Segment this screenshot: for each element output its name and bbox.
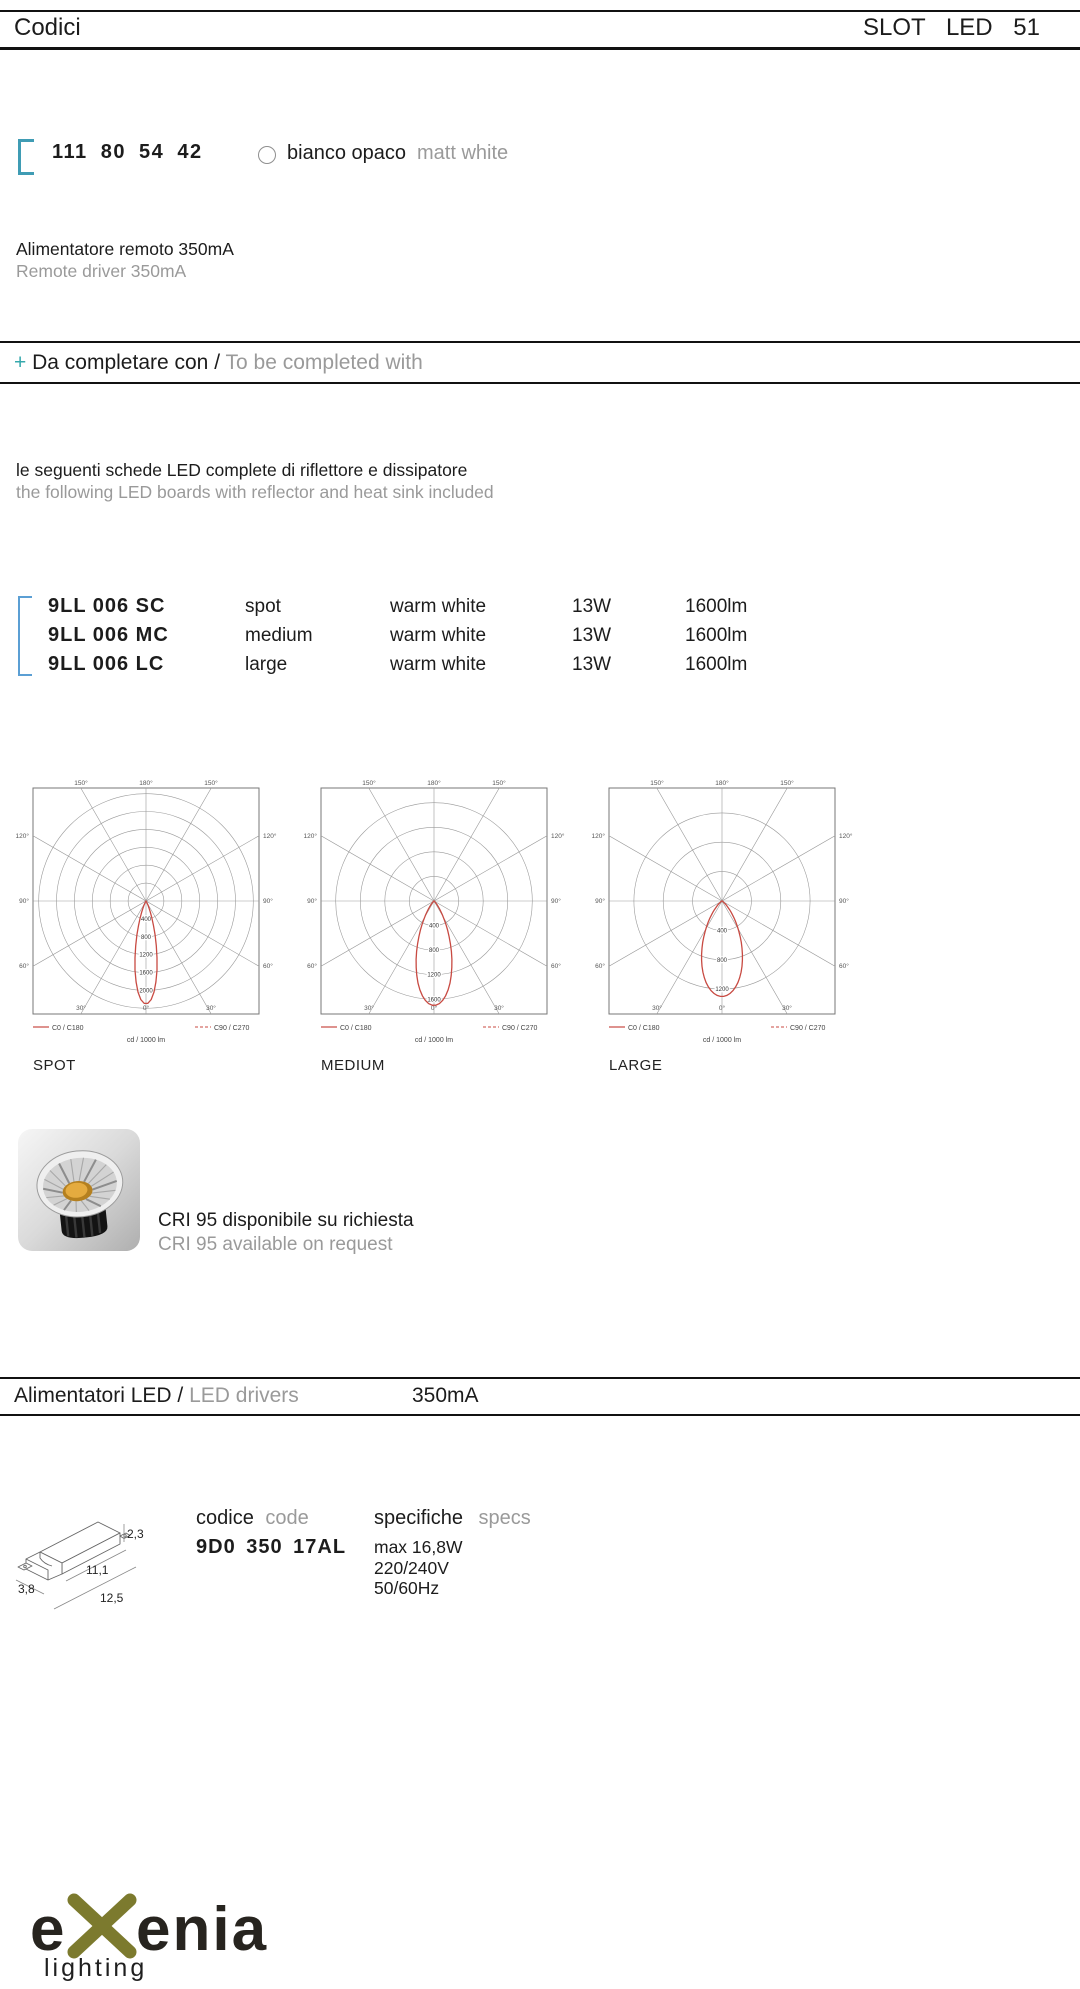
driver-note-en: Remote driver 350mA <box>16 261 187 281</box>
photometric-chart-large <box>581 776 861 1074</box>
svg-text:120°: 120° <box>551 833 565 840</box>
svg-text:60°: 60° <box>307 963 317 970</box>
svg-text:90°: 90° <box>307 898 317 905</box>
svg-text:90°: 90° <box>551 898 561 905</box>
dim-width-label: 3,8 <box>18 1582 35 1596</box>
svg-text:400: 400 <box>140 916 152 923</box>
cri-note <box>158 1209 414 1257</box>
svg-text:C90 / C270: C90 / C270 <box>214 1025 250 1032</box>
specs-label-en: specs <box>478 1507 531 1529</box>
section1-title-it: Da completare con <box>32 351 209 374</box>
svg-text:800: 800 <box>716 957 728 964</box>
svg-text:1200: 1200 <box>139 952 153 959</box>
chart-title: SPOT <box>33 1057 76 1074</box>
svg-text:60°: 60° <box>551 963 561 970</box>
svg-text:400: 400 <box>716 928 728 935</box>
board-power: 13W <box>572 653 612 675</box>
svg-text:0°: 0° <box>718 1005 726 1012</box>
svg-text:150°: 150° <box>650 780 664 787</box>
section1-separator: / <box>214 351 221 374</box>
finish-name-it: bianco opaco <box>287 142 406 164</box>
svg-text:cd / 1000 lm: cd / 1000 lm <box>414 1037 454 1044</box>
svg-text:120°: 120° <box>303 833 317 840</box>
svg-text:180°: 180° <box>139 780 153 787</box>
driver-note-it: Alimentatore remoto 350mA <box>16 239 234 259</box>
svg-text:120°: 120° <box>839 833 853 840</box>
product-code: 111 80 54 42 <box>52 141 203 163</box>
chart-title: LARGE <box>609 1057 663 1074</box>
svg-text:30°: 30° <box>364 1005 374 1012</box>
svg-text:90°: 90° <box>839 898 849 905</box>
finish-name-en: matt white <box>417 142 509 164</box>
svg-text:60°: 60° <box>839 963 849 970</box>
driver-code: 9D0 350 17AL <box>196 1536 347 1558</box>
section1-title-en: To be completed with <box>225 351 423 374</box>
svg-text:150°: 150° <box>492 780 506 787</box>
svg-text:180°: 180° <box>427 780 441 787</box>
svg-text:150°: 150° <box>362 780 376 787</box>
spec-frequency: 50/60Hz <box>374 1578 440 1598</box>
board-code: 9LL 006 MC <box>48 624 169 646</box>
brand-logo <box>30 1884 330 1984</box>
board-power: 13W <box>572 624 612 646</box>
svg-text:30°: 30° <box>494 1005 504 1012</box>
svg-text:0°: 0° <box>430 1005 438 1012</box>
svg-text:60°: 60° <box>595 963 605 970</box>
header-bottom-rule <box>0 47 1080 50</box>
tech-name: LED <box>945 14 993 41</box>
board-beam: large <box>245 653 288 675</box>
svg-text:180°: 180° <box>715 780 729 787</box>
svg-text:90°: 90° <box>595 898 605 905</box>
page-number: 51 <box>1013 14 1040 41</box>
spec-voltage: 220/240V <box>374 1557 449 1578</box>
svg-text:120°: 120° <box>15 833 29 840</box>
svg-text:C90 / C270: C90 / C270 <box>790 1025 826 1032</box>
polar-diagram-medium <box>293 776 573 1048</box>
boards-note <box>16 459 494 503</box>
board-beam: spot <box>245 595 281 617</box>
cri-note-it: CRI 95 disponibile su richiesta <box>158 1210 414 1231</box>
header-product-ref <box>863 14 1040 42</box>
board-code: 9LL 006 LC <box>48 653 165 675</box>
brand-tagline: lighting <box>44 1954 148 1982</box>
board-flux: 1600lm <box>685 653 748 675</box>
svg-text:90°: 90° <box>19 898 29 905</box>
board-color: warm white <box>390 624 487 646</box>
section1-title <box>14 351 423 375</box>
svg-text:800: 800 <box>428 948 440 955</box>
svg-text:30°: 30° <box>76 1005 86 1012</box>
svg-text:120°: 120° <box>591 833 605 840</box>
svg-text:150°: 150° <box>780 780 794 787</box>
svg-text:2000: 2000 <box>139 988 153 995</box>
chart-title: MEDIUM <box>321 1057 385 1074</box>
collection-name: SLOT <box>863 14 926 41</box>
svg-text:C0 / C180: C0 / C180 <box>628 1025 660 1032</box>
section2-title-en: LED drivers <box>189 1384 299 1407</box>
svg-text:1600: 1600 <box>427 997 441 1004</box>
board-flux: 1600lm <box>685 624 748 646</box>
table-row <box>48 592 805 621</box>
svg-text:C0 / C180: C0 / C180 <box>340 1025 372 1032</box>
codice-label-it: codice <box>196 1507 254 1529</box>
board-code: 9LL 006 SC <box>48 595 166 617</box>
board-beam: medium <box>245 624 313 646</box>
codice-label-en: code <box>265 1507 309 1529</box>
table-bracket-icon <box>18 596 32 676</box>
dim-height-label: 2,3 <box>127 1527 144 1541</box>
cri-note-en: CRI 95 available on request <box>158 1234 393 1255</box>
plus-icon: + <box>14 351 27 374</box>
board-color: warm white <box>390 653 487 675</box>
svg-text:90°: 90° <box>263 898 273 905</box>
board-flux: 1600lm <box>685 595 748 617</box>
led-boards-table <box>48 592 805 679</box>
svg-text:30°: 30° <box>652 1005 662 1012</box>
svg-text:120°: 120° <box>263 833 277 840</box>
led-module-photo <box>18 1129 140 1251</box>
svg-text:1600: 1600 <box>139 970 153 977</box>
board-color: warm white <box>390 595 487 617</box>
svg-text:C90 / C270: C90 / C270 <box>502 1025 538 1032</box>
svg-text:cd / 1000 lm: cd / 1000 lm <box>126 1037 166 1044</box>
driver-note <box>16 238 234 282</box>
section1-bottom-rule <box>0 382 1080 384</box>
polar-diagram-large <box>581 776 861 1048</box>
polar-diagram-spot <box>5 776 285 1048</box>
photometric-charts <box>5 776 861 1074</box>
section2-separator: / <box>177 1384 184 1407</box>
brand-logo-right: enia <box>136 1895 269 1964</box>
driver-drawing <box>14 1496 164 1628</box>
specs-label-it: specifiche <box>374 1507 463 1529</box>
spec-power: max 16,8W <box>374 1537 463 1557</box>
section1-top-rule <box>0 341 1080 343</box>
svg-text:cd / 1000 lm: cd / 1000 lm <box>702 1037 742 1044</box>
driver-current: 350mA <box>412 1384 479 1407</box>
codice-labels <box>196 1507 309 1530</box>
svg-text:400: 400 <box>428 923 440 930</box>
boards-note-it: le seguenti schede LED complete di riflettore e dissipatore <box>16 460 468 480</box>
section2-title <box>14 1384 299 1408</box>
dim-total-length-label: 12,5 <box>100 1591 124 1605</box>
svg-text:30°: 30° <box>782 1005 792 1012</box>
brand-x-glyph <box>74 1900 130 1952</box>
svg-text:C0 / C180: C0 / C180 <box>52 1025 84 1032</box>
brand-logo-left: e <box>30 1895 65 1964</box>
dim-body-length-label: 11,1 <box>86 1563 109 1577</box>
header-top-rule <box>0 10 1080 12</box>
specs-labels <box>374 1507 531 1530</box>
section2-top-rule <box>0 1377 1080 1379</box>
svg-text:150°: 150° <box>74 780 88 787</box>
svg-text:150°: 150° <box>204 780 218 787</box>
svg-text:800: 800 <box>140 934 152 941</box>
table-row <box>48 650 805 679</box>
svg-text:1200: 1200 <box>715 987 729 994</box>
photometric-chart-spot <box>5 776 285 1074</box>
driver-specs <box>374 1537 463 1599</box>
svg-text:1200: 1200 <box>427 972 441 979</box>
photometric-chart-medium <box>293 776 573 1074</box>
svg-text:30°: 30° <box>206 1005 216 1012</box>
section2-title-it: Alimentatori LED <box>14 1384 172 1407</box>
page-title: Codici <box>14 14 81 41</box>
svg-text:0°: 0° <box>142 1005 150 1012</box>
code-bracket-icon <box>18 139 34 175</box>
svg-text:60°: 60° <box>19 963 29 970</box>
svg-text:60°: 60° <box>263 963 273 970</box>
finish-swatch-icon <box>258 146 276 164</box>
board-power: 13W <box>572 595 612 617</box>
section2-bottom-rule <box>0 1414 1080 1416</box>
boards-note-en: the following LED boards with reflector and heat sink included <box>16 482 494 502</box>
table-row <box>48 621 805 650</box>
